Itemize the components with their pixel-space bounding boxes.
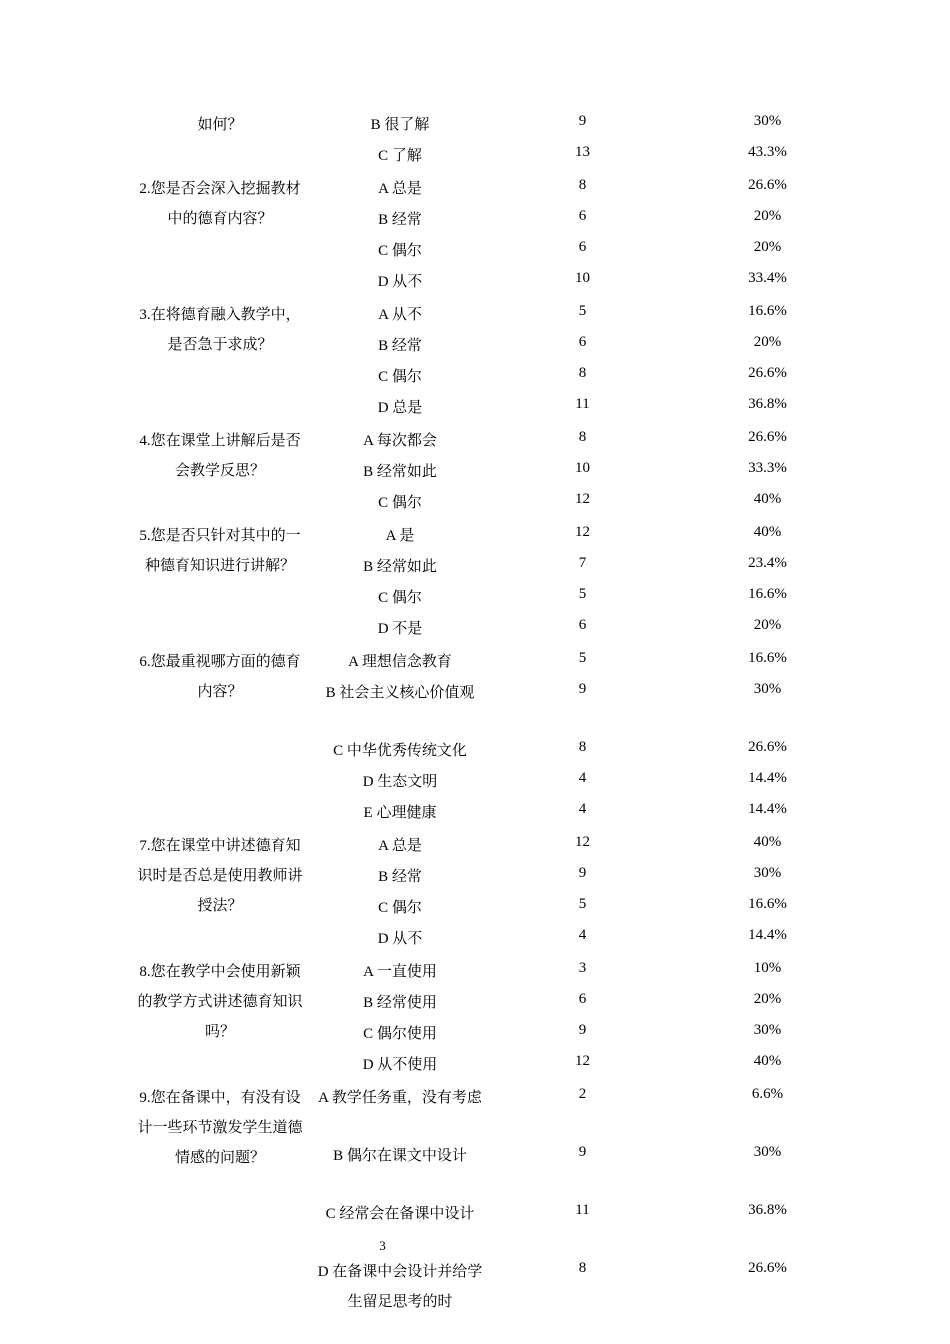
response-percent: 26.6% <box>748 365 787 381</box>
response-count: 3 <box>578 960 587 976</box>
response-percent: 30% <box>753 681 782 697</box>
response-count: 5 <box>578 303 587 319</box>
option-label: D 生态文明 <box>362 774 438 790</box>
count-column <box>490 831 675 955</box>
question-text: 2.您是否会深入挖掘教材中的德育内容？ <box>139 181 301 227</box>
response-count: 12 <box>575 1053 590 1069</box>
question-group <box>130 174 860 300</box>
response-count: 4 <box>578 927 587 943</box>
response-count: 12 <box>575 834 590 850</box>
percent-column <box>675 957 860 1081</box>
response-count: 8 <box>578 177 587 193</box>
option-label: A 是 <box>385 528 415 544</box>
question-text: 7.您在课堂中讲述德育知识时是否总是使用教师讲授法？ <box>137 838 303 914</box>
response-count: 5 <box>578 650 587 666</box>
response-count: 9 <box>578 1144 587 1160</box>
option-label: B 经常如此 <box>363 559 437 575</box>
response-percent: 16.6% <box>748 650 787 666</box>
response-percent: 23.4% <box>748 555 787 571</box>
option-label: B 经常如此 <box>363 464 437 480</box>
question-text: 3.在将德育融入教学中，是否急于求成？ <box>139 307 301 353</box>
option-label: D 从不使用 <box>362 1057 438 1073</box>
response-percent: 26.6% <box>748 1260 787 1276</box>
option-label: A 理想信念教育 <box>348 654 452 670</box>
option-label: A 总是 <box>378 838 422 854</box>
option-label: C 偶尔 <box>378 590 422 606</box>
response-count: 5 <box>578 896 587 912</box>
response-percent: 43.3% <box>748 144 787 160</box>
option-column <box>310 110 490 172</box>
response-count: 10 <box>575 270 590 286</box>
response-count: 9 <box>578 113 587 129</box>
page-number: 3 <box>379 1238 386 1253</box>
option-label: B 社会主义核心价值观 <box>325 685 475 701</box>
option-column <box>310 174 490 298</box>
option-label: B 经常 <box>378 869 422 885</box>
option-label: C 偶尔使用 <box>363 1026 437 1042</box>
option-label: C 了解 <box>378 148 422 164</box>
question-group <box>130 426 860 521</box>
question-group <box>130 647 860 831</box>
response-percent: 26.6% <box>748 429 787 445</box>
option-label: B 经常 <box>378 212 422 228</box>
count-column <box>490 647 675 829</box>
option-label: C 经常会在备课中设计 <box>325 1206 475 1222</box>
question-group <box>130 1083 860 1319</box>
option-column <box>310 300 490 424</box>
response-percent: 36.8% <box>748 1202 787 1218</box>
option-column <box>310 426 490 519</box>
response-count: 9 <box>578 865 587 881</box>
response-count: 13 <box>575 144 590 160</box>
response-percent: 16.6% <box>748 586 787 602</box>
option-label: D 总是 <box>377 400 423 416</box>
response-count: 12 <box>575 524 590 540</box>
survey-results-table <box>130 110 860 1319</box>
count-column <box>490 957 675 1081</box>
option-label: D 从不 <box>377 274 423 290</box>
count-column <box>490 1083 675 1315</box>
response-count: 2 <box>578 1086 587 1102</box>
option-label: A 一直使用 <box>363 964 437 980</box>
response-count: 9 <box>578 1022 587 1038</box>
response-count: 4 <box>578 801 587 817</box>
response-percent: 20% <box>753 991 782 1007</box>
response-percent: 26.6% <box>748 177 787 193</box>
response-count: 8 <box>578 365 587 381</box>
count-column <box>490 521 675 645</box>
option-label: D 不是 <box>377 621 423 637</box>
percent-column <box>675 426 860 519</box>
option-label: C 偶尔 <box>378 495 422 511</box>
response-percent: 40% <box>753 834 782 850</box>
response-count: 6 <box>578 991 587 1007</box>
option-label: D 从不 <box>377 931 423 947</box>
option-label: D 在备课中会设计并给学生留足思考的时 <box>317 1264 483 1310</box>
response-percent: 14.4% <box>748 770 787 786</box>
response-count: 4 <box>578 770 587 786</box>
question-group <box>130 831 860 957</box>
option-column <box>310 1083 490 1317</box>
option-label: B 偶尔在课文中设计 <box>333 1148 467 1164</box>
option-label: A 从不 <box>378 307 422 323</box>
option-label: C 偶尔 <box>378 243 422 259</box>
response-percent: 6.6% <box>751 1086 784 1102</box>
percent-column <box>675 647 860 829</box>
response-percent: 20% <box>753 208 782 224</box>
option-column <box>310 647 490 829</box>
response-count: 6 <box>578 334 587 350</box>
count-column <box>490 300 675 424</box>
percent-column <box>675 300 860 424</box>
question-text: 8.您在教学中会使用新颖的教学方式讲述德育知识吗？ <box>137 964 303 1040</box>
response-count: 8 <box>578 739 587 755</box>
response-count: 10 <box>575 460 590 476</box>
percent-column <box>675 110 860 172</box>
question-text: 9.您在备课中，有没有设计一些环节激发学生道德情感的问题？ <box>137 1090 303 1166</box>
percent-column <box>675 174 860 298</box>
response-percent: 30% <box>753 113 782 129</box>
response-percent: 20% <box>753 334 782 350</box>
response-count: 5 <box>578 586 587 602</box>
option-label: B 经常使用 <box>363 995 437 1011</box>
response-percent: 14.4% <box>748 927 787 943</box>
response-percent: 20% <box>753 617 782 633</box>
response-percent: 40% <box>753 524 782 540</box>
response-count: 6 <box>578 239 587 255</box>
question-group <box>130 300 860 426</box>
option-column <box>310 831 490 955</box>
percent-column <box>675 521 860 645</box>
option-label: B 经常 <box>378 338 422 354</box>
option-label: A 每次都会 <box>363 433 437 449</box>
response-percent: 30% <box>753 1144 782 1160</box>
count-column <box>490 174 675 298</box>
response-count: 8 <box>578 1260 587 1276</box>
count-column <box>490 110 675 172</box>
option-label: C 偶尔 <box>378 900 422 916</box>
response-count: 6 <box>578 617 587 633</box>
count-column <box>490 426 675 519</box>
option-label: E 心理健康 <box>363 805 437 821</box>
response-percent: 30% <box>753 1022 782 1038</box>
percent-column <box>675 831 860 955</box>
response-count: 7 <box>578 555 587 571</box>
response-count: 12 <box>575 491 590 507</box>
option-column <box>310 957 490 1081</box>
response-percent: 30% <box>753 865 782 881</box>
response-percent: 33.3% <box>748 460 787 476</box>
option-label: C 中华优秀传统文化 <box>333 743 467 759</box>
response-percent: 20% <box>753 239 782 255</box>
option-label: A 总是 <box>378 181 422 197</box>
option-column <box>310 521 490 645</box>
response-percent: 10% <box>753 960 782 976</box>
response-percent: 40% <box>753 1053 782 1069</box>
question-group <box>130 110 860 174</box>
response-percent: 14.4% <box>748 801 787 817</box>
response-count: 6 <box>578 208 587 224</box>
question-group <box>130 521 860 647</box>
response-percent: 16.6% <box>748 896 787 912</box>
question-group <box>130 957 860 1083</box>
option-label: B 很了解 <box>370 117 430 133</box>
option-label: A 教学任务重，没有考虑 <box>318 1090 482 1106</box>
response-percent: 26.6% <box>748 739 787 755</box>
question-text: 4.您在课堂上讲解后是否会教学反思？ <box>139 433 301 479</box>
response-count: 11 <box>575 1202 590 1218</box>
option-label: C 偶尔 <box>378 369 422 385</box>
response-count: 9 <box>578 681 587 697</box>
percent-column <box>675 1083 860 1315</box>
response-percent: 36.8% <box>748 396 787 412</box>
response-percent: 33.4% <box>748 270 787 286</box>
question-text: 如何？ <box>197 117 243 133</box>
response-percent: 16.6% <box>748 303 787 319</box>
response-percent: 40% <box>753 491 782 507</box>
question-text: 5.您是否只针对其中的一种德育知识进行讲解？ <box>139 528 301 574</box>
question-text: 6.您最重视哪方面的德育内容？ <box>139 654 301 700</box>
response-count: 8 <box>578 429 587 445</box>
response-count: 11 <box>575 396 590 412</box>
